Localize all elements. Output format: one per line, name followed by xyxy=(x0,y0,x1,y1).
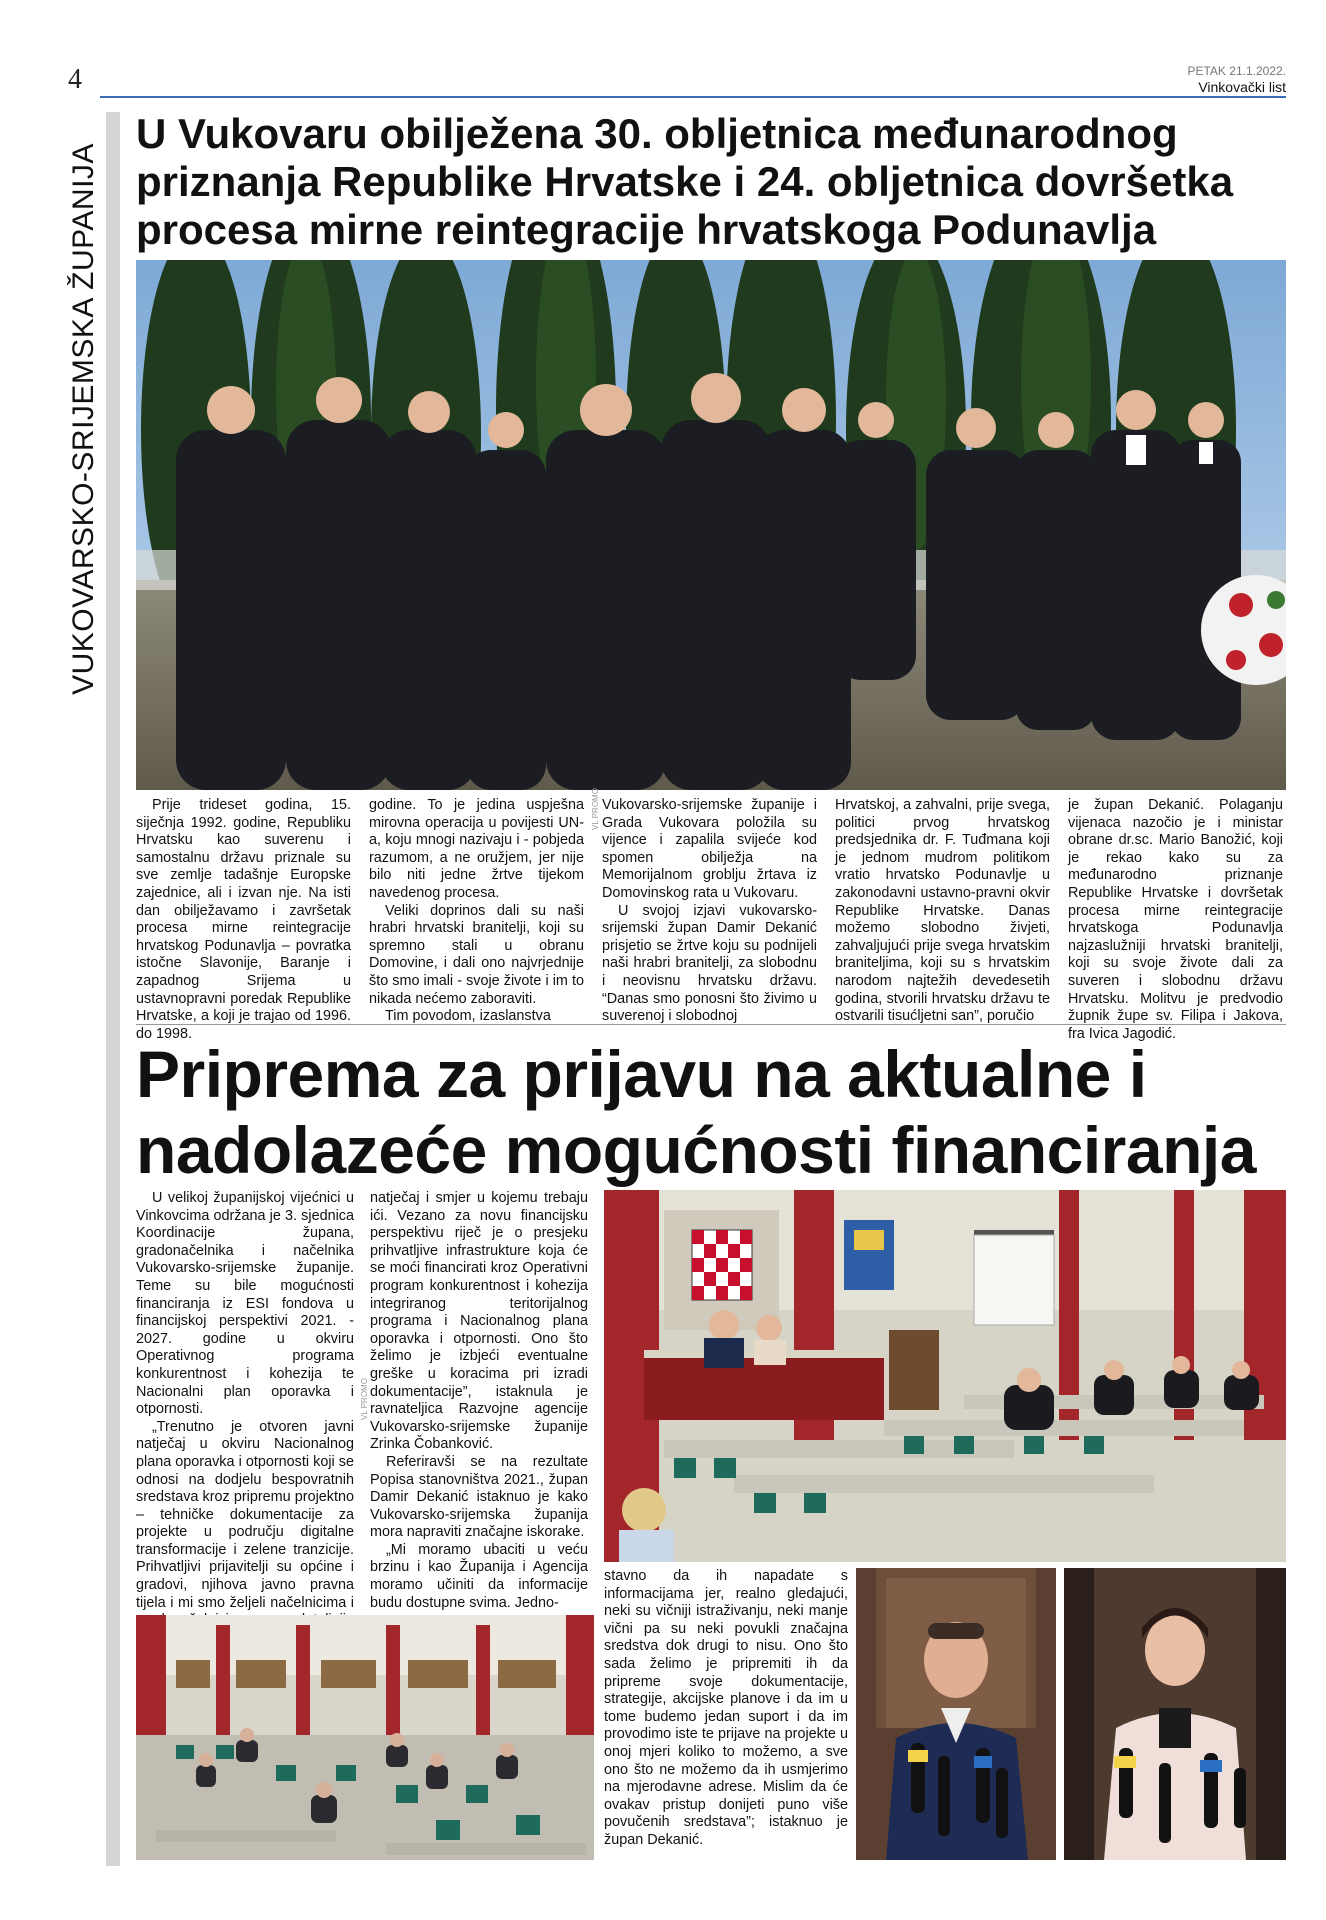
page-number: 4 xyxy=(68,64,82,95)
paragraph: U velikoj županijskoj vijećnici u Vinkovcima održana je 3. sjednica Koordinacije župana, gradonačelnika i načelnika Vukovarsko-srijemske županije. Teme su bile mogućnosti financiranja iz ESI fondova u financijskoj perspektivi 2021. - 2027. godine u okviru Operativnog programa konkurentnost i kohezija te Nacionalni plan oporavka i otpornosti. xyxy=(136,1190,354,1418)
article1-col-1 xyxy=(136,797,360,1043)
article1-body xyxy=(136,797,1286,1043)
article1-title: U Vukovaru obilježena 30. obljetnica međunarodnog priznanja Republike Hrvatske i 24. obljetnica dovršetka procesa mirne reintegracije hrvatskoga Podunavlja xyxy=(136,110,1234,253)
article1-photo-credit: VL PROMO xyxy=(591,788,600,830)
article2-col-3 xyxy=(604,1568,848,1850)
paragraph: stavno da ih napadate s informacijama jer, realno gledajući, neki su vičniji istraživanju, neki manje vični pa su neki povukli značajna sredstva dok drugi to nisu. Ono što sada želimo je pripremiti ih da pripreme svoje dokumentacije, strategije, akcijske planove i da im u tome budemo jedan suport i da im provodimo iste te prijave na projekte u onoj mjeri koliko to možemo, a sve ono što ne možemo da ih usmjerimo na mjerodavne adrese. Mislim da će ovakav pristup donijeti puno više povučenih sredstava”; istaknuo je župan Dekanić. xyxy=(604,1568,848,1848)
article1-col-5 xyxy=(1059,797,1283,1043)
paragraph: U svojoj izjavi vukovarsko-srijemski župan Damir Dekanić prisjetio se žrtve koju su podnijeli naši hrabri branitelji, za slobodnu i neovisnu hrvatsku državu. “Danas smo ponosni što živimo u suverenoj i slobodnoj xyxy=(602,902,817,1025)
paragraph: Vukovarsko-srijemske županije i Grada Vukovara položila su vijence i zapalila svijeće kod spomen obilježja na Memorijalnom groblju žrtava iz Domovinskog rata u Vukovaru. xyxy=(602,797,817,901)
section-label xyxy=(64,114,104,724)
article2-body-bottom xyxy=(604,1568,848,1850)
paragraph: godine. To je jedina uspješna mirovna operacija u povijesti UN-a, koju mnogi nazivaju i - pobjeda razumom, a ne oružjem, jer nije bilo niti jedne žrtve tijekom navedenog procesa. xyxy=(369,797,584,901)
paragraph: Hrvatskoj, a zahvalni, prije svega, politici prvog hrvatskog predsjednika dr. F. Tuđmana koji je jednom mudrom politikom vratio hrvatsko Podunavlje u zakonodavni ustavno-pravni okvir Republike Hrvatske. Danas možemo slobodno živjeti, zahvaljujući prije svega hrvatskim braniteljima, koji su s hrvatskim narodom najtežih devedesetih godina, stvorili hrvatsku državu te ostvarili tisućljetni san”, poručio xyxy=(835,797,1050,1025)
section-label-text: VUKOVARSKO-SRIJEMSKA ŽUPANIJA xyxy=(67,143,100,695)
article2-col-2 xyxy=(362,1190,588,1647)
header-rule xyxy=(100,96,1286,98)
paragraph: „Mi moramo ubaciti u veću brzinu i kao Županija i Agencija moramo učiniti da informacije budu dostupne svima. Jedno- xyxy=(370,1541,588,1611)
article1-col-2 xyxy=(360,797,593,1043)
paragraph: „Trenutno je otvoren javni natječaj u okviru Nacionalnog plana oporavka i otpornosti koji se odnosi na dodjelu bespovratnih sredstava kroz pripremu projektno – tehničke dokumentacije za projekte u području digitalne transformacije i zelene tranzicije. Prihvatljivi prijavitelji su općine i gradovi, njihova javno pravna tijela i mi smo željeli načelnicima i xyxy=(136,1418,354,1611)
paragraph: natječaj i smjer u kojemu trebaju ići. Vezano za novu financijsku perspektivu riječ je o presjeku prihvatljive infrastrukture koja će se moći financirati kroz Operativni program konkurentnost i kohezija integriranog teritorijalnog programa i Nacionalnog plana oporavka i otpornosti. Ono što želimo je izbjeći eventualne greške u koracima pri izradi dokumentacije”, istaknula je ravnateljica Razvojne agencije Vukovarsko-srijemske županije Zrinka Čobanković. xyxy=(370,1190,588,1453)
section-bar xyxy=(106,112,120,1866)
issue-date: PETAK 21.1.2022. xyxy=(1187,64,1286,78)
article1-col-4 xyxy=(826,797,1059,1043)
article2-photo-credit: VL PROMO xyxy=(360,1378,369,1420)
article2-photo-ravnateljica xyxy=(1064,1568,1286,1860)
article2-title: Priprema za prijavu na aktualne i nadolazeće mogućnosti financiranja xyxy=(136,1037,1256,1187)
paragraph: je župan Dekanić. Polaganju vijenaca nazočio je i ministar obrane dr.sc. Mario Banožić, koji je rekao kako su za međunarodno priznanje Republike Hrvatske i dovršetak procesa mirne reintegracije hrvatskoga Podunavlja najzaslužniji hrvatski branitelji, koji su svoje živote dali za suveren i slobodnu državu Hrvatsku. Molitvu je predvodio župnik župe sv. Filipa i Jakova, fra Ivica Jagodić. xyxy=(1068,797,1283,1042)
article2-photo-zupan xyxy=(856,1568,1056,1860)
paragraph: Veliki doprinos dali su naši hrabri hrvatski branitelji, koji su spremno stali u obranu Domovine, i dali ono najvrjednije što smo imali - svoje živote i im to nikada nećemo zaboraviti. xyxy=(369,902,584,1007)
article2-col-1 xyxy=(136,1190,362,1647)
paragraph: Referiravši se na rezultate Popisa stanovništva 2021., župan Damir Dekanić istaknuo je kako Vukovarsko-srijemska županija mora napraviti značajne iskorake. xyxy=(370,1453,588,1541)
article1-photo xyxy=(136,260,1286,790)
article2-photo-audience xyxy=(136,1615,594,1860)
paragraph: Prije trideset godina, 15. siječnja 1992. godine, Republiku Hrvatsku kao suverenu i samostalnu državu priznale su sve zemlje tadašnje Europske zajednice, ali i izvan nje. Na isti dan obilježavamo i završetak procesa mirne reintegracije hrvatskog Podunavlja – povratka istočne Slavonije, Baranje i zapadnog Srijema u ustavnopravni poredak Republike Hrvatske, a koji je trajao od 1996. do 1998. xyxy=(136,797,351,1042)
paragraph: Tim povodom, izaslanstva xyxy=(385,1008,551,1025)
article1-col-3 xyxy=(593,797,826,1043)
article-separator xyxy=(136,1024,1286,1025)
publication-name: Vinkovački list xyxy=(1198,79,1286,95)
article2-photo-hall xyxy=(604,1190,1286,1562)
